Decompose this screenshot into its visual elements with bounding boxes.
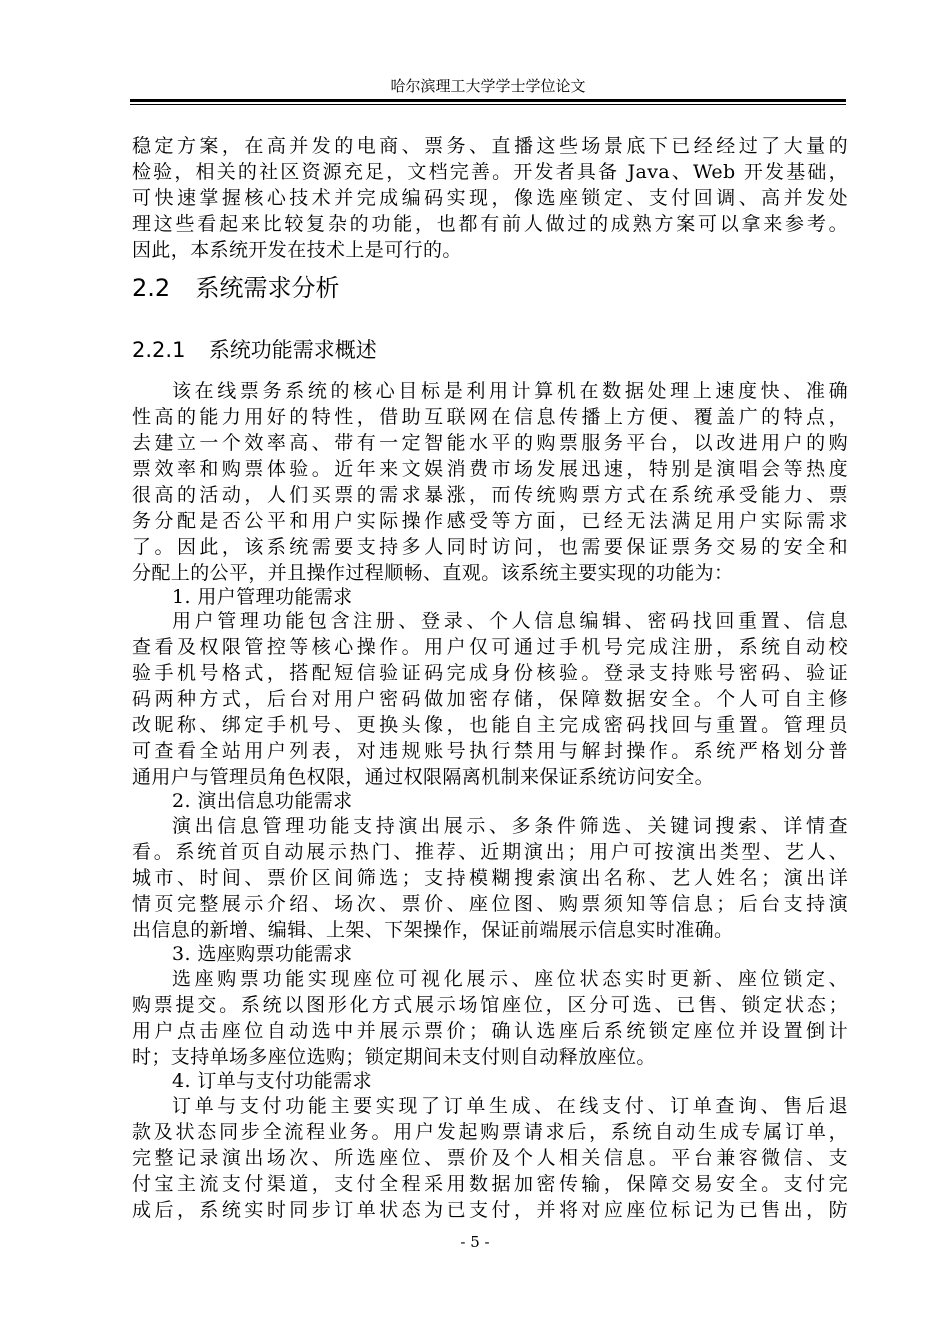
item-title-show-info: 2. 演出信息功能需求	[172, 790, 353, 812]
intro-line: 该在线票务系统的核心目标是利用计算机在数据处理上速度快、准确	[172, 380, 848, 402]
page-number: - 5 -	[460, 1233, 490, 1251]
item2-line: 情页完整展示介绍、场次、票价、座位图、购票须知等信息；后台支持演	[132, 893, 848, 915]
item2-line: 演出信息管理功能支持演出展示、多条件筛选、关键词搜索、详情查	[172, 815, 848, 837]
item1-line: 改昵称、绑定手机号、更换头像，也能自主完成密码找回与重置。管理员	[132, 714, 848, 736]
intro-line: 去建立一个效率高、带有一定智能水平的购票服务平台，以改进用户的购	[132, 432, 848, 454]
subsection-title: 系统功能需求概述	[208, 338, 377, 362]
item4-line: 付宝主流支付渠道，支付全程采用数据加密传输，保障交易安全。支付完	[132, 1173, 848, 1195]
body-line: 检验，相关的社区资源充足，文档完善。开发者具备 Java、Web 开发基础，	[132, 161, 848, 183]
header-rule-thick	[130, 99, 846, 102]
item2-line: 城市、时间、票价区间筛选；支持模糊搜索演出名称、艺人姓名；演出详	[132, 867, 848, 889]
item2-line: 看。系统首页自动展示热门、推荐、近期演出；用户可按演出类型、艺人、	[132, 841, 848, 863]
item-title-seat-booking: 3. 选座购票功能需求	[172, 943, 353, 965]
item4-line: 完整记录演出场次、所选座位、票价及个人相关信息。平台兼容微信、支	[132, 1147, 848, 1169]
item-title-user-management: 1. 用户管理功能需求	[172, 586, 353, 608]
intro-line: 了。因此，该系统需要支持多人同时访问，也需要保证票务交易的安全和	[132, 536, 848, 558]
item1-line: 码两种方式，后台对用户密码做加密存储，保障数据安全。个人可自主修	[132, 688, 848, 710]
item-title-order-payment: 4. 订单与支付功能需求	[172, 1070, 372, 1092]
item2-line: 出信息的新增、编辑、上架、下架操作，保证前端展示信息实时准确。	[132, 919, 734, 941]
intro-line: 性高的能力用好的特性，借助互联网在信息传播上方便、覆盖广的特点，	[132, 406, 848, 428]
header-rule-thin	[130, 104, 846, 105]
body-line: 因此，本系统开发在技术上是可行的。	[132, 239, 462, 261]
intro-line: 分配上的公平，并且操作过程顺畅、直观。该系统主要实现的功能为：	[132, 562, 734, 584]
section-title: 系统需求分析	[195, 274, 340, 302]
item1-line: 验手机号格式，搭配短信验证码完成身份核验。登录支持账号密码、验证	[132, 662, 848, 684]
body-line: 可快速掌握核心技术并完成编码实现，像选座锁定、支付回调、高并发处	[132, 187, 848, 209]
item1-line: 通用户与管理员角色权限，通过权限隔离机制来保证系统访问安全。	[132, 766, 715, 788]
subsection-number: 2.2.1	[132, 338, 186, 362]
running-header: 哈尔滨理工大学学士学位论文	[390, 77, 586, 95]
item3-line: 时；支持单场多座位选购；锁定期间未支付则自动释放座位。	[132, 1046, 656, 1068]
item4-line: 订单与支付功能主要实现了订单生成、在线支付、订单查询、售后退	[172, 1095, 848, 1117]
section-number: 2.2	[132, 274, 171, 302]
item4-line: 成后，系统实时同步订单状态为已支付，并将对应座位标记为已售出，防	[132, 1199, 848, 1221]
subsection-heading	[132, 336, 377, 364]
item4-line: 款及状态同步全流程业务。用户发起购票请求后，系统自动生成专属订单，	[132, 1121, 848, 1143]
section-heading	[132, 273, 339, 303]
item3-line: 选座购票功能实现座位可视化展示、座位状态实时更新、座位锁定、	[172, 968, 848, 990]
item3-line: 购票提交。系统以图形化方式展示场馆座位，区分可选、已售、锁定状态；	[132, 994, 848, 1016]
body-line: 稳定方案，在高并发的电商、票务、直播这些场景底下已经经过了大量的	[132, 135, 848, 157]
item1-line: 用户管理功能包含注册、登录、个人信息编辑、密码找回重置、信息	[172, 610, 848, 632]
intro-line: 务分配是否公平和用户实际操作感受等方面，已经无法满足用户实际需求	[132, 510, 848, 532]
body-line: 理这些看起来比较复杂的功能，也都有前人做过的成熟方案可以拿来参考。	[132, 213, 848, 235]
intro-line: 很高的活动，人们买票的需求暴涨，而传统购票方式在系统承受能力、票	[132, 484, 848, 506]
item3-line: 用户点击座位自动选中并展示票价；确认选座后系统锁定座位并设置倒计	[132, 1020, 848, 1042]
item1-line: 可查看全站用户列表，对违规账号执行禁用与解封操作。系统严格划分普	[132, 740, 848, 762]
item1-line: 查看及权限管控等核心操作。用户仅可通过手机号完成注册，系统自动校	[132, 636, 848, 658]
intro-line: 票效率和购票体验。近年来文娱消费市场发展迅速，特别是演唱会等热度	[132, 458, 848, 480]
